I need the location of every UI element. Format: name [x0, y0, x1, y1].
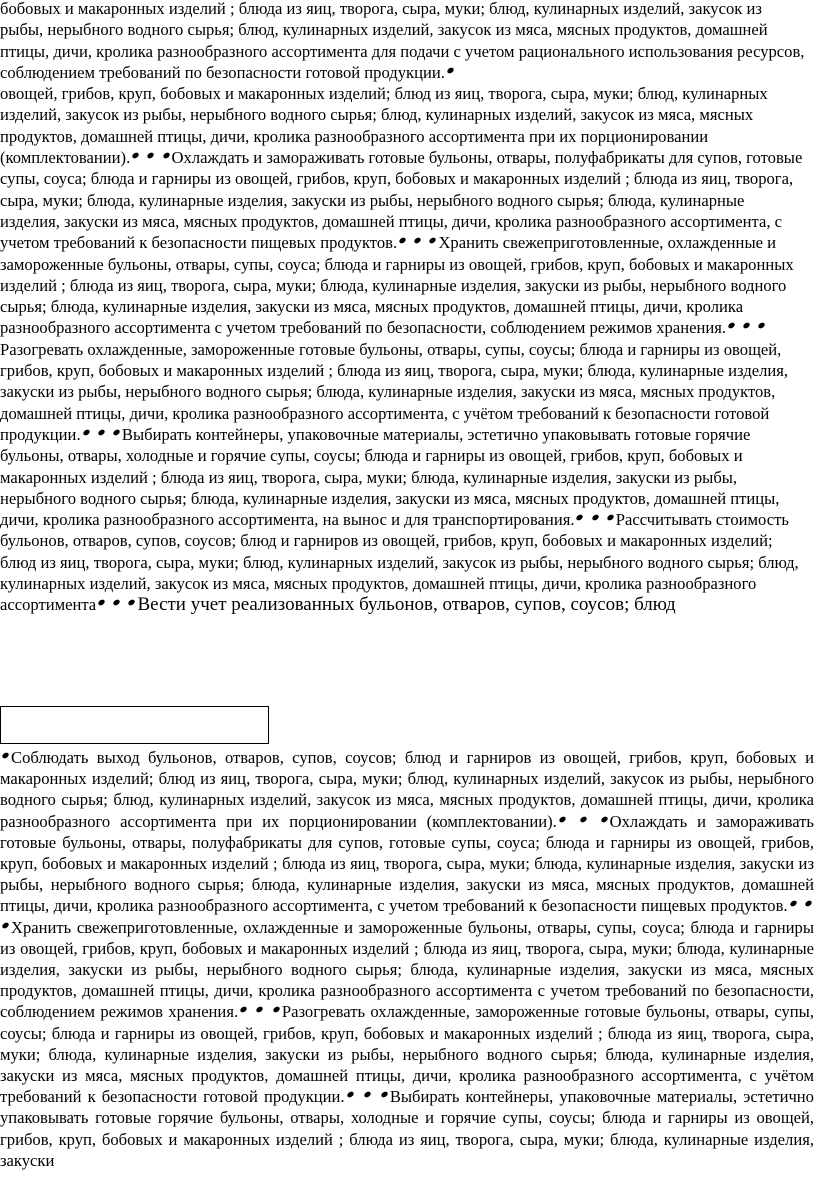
text-segment-large: Вести учет реализованных бульонов, отваров, супов, соусов; блюд [137, 594, 676, 616]
bullet-dot-icon [127, 600, 136, 607]
bullet-dot-icon [346, 1092, 355, 1099]
bullet-dot-icon [575, 515, 584, 522]
bullet-dot-icon [131, 153, 140, 160]
text-segment: Хранить свежеприготовленные, охлажденные и замороженные бульоны, отвары, супы, соуса; блюда и гарниры из овощей, грибов, круп, бобовых и макаронных изделий ; блюда из яиц, творога, сыра, муки; блюда, кулинарные изделия, закуски из рыбы, нерыбного водного сырья; блюда, кулинарные изделия, закуски из мяса, мясных продуктов, домашней птицы, дичи, кролика разнообразного ассортимента с учетом требований по безопасности, соблюдением режимов хранения. [0, 233, 794, 338]
text-segment: Выбирать контейнеры, упаковочные материалы, эстетично упаковывать готовые горячие бульоны, отвары, холодные и горячие супы, соусы; блюда и гарниры из овощей, грибов, круп, бобовых и макаронных изделий ; блюда из яиц, творога, сыра, муки; блюда, кулинарные изделия, закуски [0, 1087, 814, 1170]
text-segment: Охлаждать и замораживать готовые бульоны, отвары, полуфабрикаты для супов, готовые супы, соуса; блюда и гарниры из овощей, грибов, круп, бобовых и макаронных изделий ; блюда из яиц, творога, сыра, муки; блюда, кулинарные изделия, закуски из рыбы, нерыбного водного сырья; блюда, кулинарные изделия, закуски из мяса, мясных продуктов, домашней птицы, дичи, кролика разнообразного ассортимента, с учетом требований к безопасности пищевых продуктов. [0, 148, 803, 253]
bullet-dot-icon [97, 600, 106, 607]
bullet-dot-icon [272, 1007, 281, 1014]
bullet-dot-icon [804, 901, 813, 908]
bullet-dot-icon [742, 323, 751, 330]
paragraph [0, 0, 808, 83]
bullet-dot-icon [162, 153, 171, 160]
bullet-dot-icon [413, 238, 422, 245]
paragraph [0, 83, 808, 615]
bullet-dot-icon [446, 68, 455, 75]
bullet-dot-icon [579, 817, 588, 824]
bullet-dot-icon [146, 153, 155, 160]
paragraph [0, 747, 814, 1171]
bullet-dot-icon [428, 238, 437, 245]
text-segment: Соблюдать выход бульонов, отваров, супов, соусов; блюд и гарниров из овощей, грибов, круп, бобовых и макаронных изделий; блюд из яиц, творога, сыра, муки; блюд, кулинарных изделий, закусок из рыбы, нерыбного водного сырья; блюд, кулинарных изделий, закусок из мяса, мясных продуктов, домашней птицы, дичи, кролика разнообразного ассортимента при их порционировании (комплектовании). [0, 748, 814, 831]
bullet-dot-icon [239, 1007, 248, 1014]
bullet-dot-icon [82, 430, 91, 437]
bullet-dot-icon [789, 901, 798, 908]
bullet-dot-icon [600, 817, 609, 824]
bullet-dot-icon [112, 430, 121, 437]
bullet-dot-icon [1, 923, 10, 930]
bullet-dot-icon [591, 515, 600, 522]
bullet-dot-icon [727, 323, 736, 330]
bullet-dot-icon [606, 515, 615, 522]
text-block-lower [0, 747, 814, 1171]
bullet-dot-icon [380, 1092, 389, 1099]
empty-text-frame [0, 706, 269, 744]
text-segment: Рассчитывать стоимость бульонов, отваров, супов, соусов; блюд и гарниров из овощей, грибов, круп, бобовых и макаронных изделий; блюд из яиц, творога, сыра, муки; блюд, кулинарных изделий, закусок из рыбы, нерыбного водного сырья; блюд, кулинарных изделий, закусок из мяса, мясных продуктов, домашней птицы, дичи, кролика разнообразного ассортимента [0, 510, 799, 615]
text-segment: Разогревать охлажденные, замороженные готовые бульоны, отвары, супы, соусы; блюда и гарниры из овощей, грибов, круп, бобовых и макаронных изделий ; блюда из яиц, творога, сыра, муки; блюда, кулинарные изделия, закуски из рыбы, нерыбного водного сырья; блюда, кулинарные изделия, закуски из мяса, мясных продуктов, домашней птицы, дичи, кролика разнообразного ассортимента, с учётом требований к безопасности готовой продукции. [0, 1002, 814, 1107]
bullet-dot-icon [363, 1092, 372, 1099]
text-segment: Разогревать охлажденные, замороженные готовые бульоны, отвары, супы, соусы; блюда и гарниры из овощей, грибов, круп, бобовых и макаронных изделий ; блюда из яиц, творога, сыра, муки; блюда, кулинарные изделия, закуски из рыбы, нерыбного водного сырья; блюда, кулинарные изделия, закуски из мяса, мясных продуктов, домашней птицы, дичи, кролика разнообразного ассортимента, с учётом требований к безопасности готовой продукции. [0, 339, 789, 444]
text-segment: Выбирать контейнеры, упаковочные материалы, эстетично упаковывать готовые горячие бульоны, отвары, холодные и горячие супы, соусы; блюда и гарниры из овощей, грибов, круп, бобовых и макаронных изделий ; блюда из яиц, творога, сыра, муки; блюда, кулинарные изделия, закуски из рыбы, нерыбного водного сырья; блюда, кулинарные изделия, закуски из мяса, мясных продуктов, домашней птицы, дичи, кролика разнообразного ассортимента, на вынос и для транспортирования. [0, 424, 780, 530]
bullet-dot-icon [1, 753, 10, 760]
text-intro: бобовых и макаронных изделий ; блюда из яиц, творога, сыра, муки; блюд, кулинарных изделий, закусок из рыбы, нерыбного водного сырья; блюд, кулинарных изделий, закусок из мяса, мясных продуктов, домашней птицы, дичи, кролика разнообразного ассортимента для подачи с учетом рационального использования ресурсов, соблюдением требований по безопасности готовой продукции. [0, 0, 805, 82]
text-segment: овощей, грибов, круп, бобовых и макаронных изделий; блюд из яиц, творога, сыра, муки; блюд, кулинарных изделий, закусок из рыбы, нерыбного водного сырья; блюд, кулинарных изделий, закусок из мяса, мясных продуктов, домашней птицы, дичи, кролика разнообразного ассортимента при их порционировании (комплектовании). [0, 84, 768, 168]
bullet-dot-icon [398, 238, 407, 245]
bullet-dot-icon [97, 430, 106, 437]
text-segment: Хранить свежеприготовленные, охлажденные и замороженные бульоны, отвары, супы, соуса; блюда и гарниры из овощей, грибов, круп, бобовых и макаронных изделий ; блюда из яиц, творога, сыра, муки; блюда, кулинарные изделия, закуски из рыбы, нерыбного водного сырья; блюда, кулинарные изделия, закуски из мяса, мясных продуктов, домашней птицы, дичи, кролика разнообразного ассортимента с учетом требований по безопасности, соблюдением режимов хранения. [0, 917, 814, 1022]
text-segment: Охлаждать и замораживать готовые бульоны, отвары, полуфабрикаты для супов, готовые супы, соуса; блюда и гарниры из овощей, грибов, круп, бобовых и макаронных изделий ; блюда из яиц, творога, сыра, муки; блюда, кулинарные изделия, закуски из рыбы, нерыбного водного сырья; блюда, кулинарные изделия, закуски из мяса, мясных продуктов, домашней птицы, дичи, кролика разнообразного ассортимента, с учетом требований к безопасности пищевых продуктов. [0, 811, 814, 916]
bullet-dot-icon [255, 1007, 264, 1014]
bullet-dot-icon [558, 817, 567, 824]
bullet-dot-icon [757, 323, 766, 330]
bullet-dot-icon [112, 600, 121, 607]
